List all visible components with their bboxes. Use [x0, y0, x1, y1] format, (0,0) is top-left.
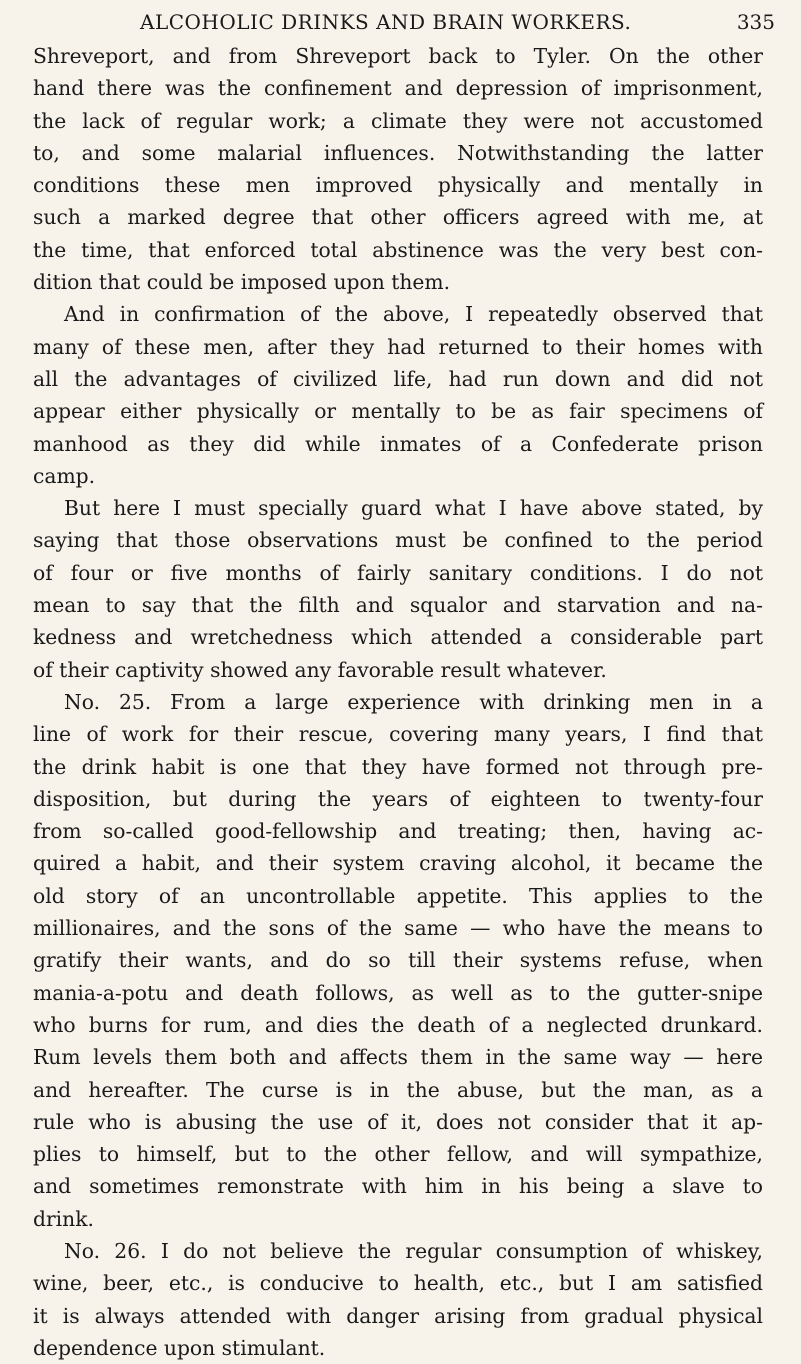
text-line: But here I must specially guard what I have above stated, by — [64, 496, 763, 521]
text-line: gratify their wants, and do so till their systems refuse, when — [33, 948, 763, 973]
text-line: old story of an uncontrollable appetite. This applies to the — [33, 883, 763, 908]
text-line: No. 26. I do not believe the regular consumption of whiskey, — [64, 1238, 763, 1263]
text-line: mean to say that the filth and squalor and starvation and na- — [33, 593, 763, 618]
text-line: And in confirmation of the above, I repeatedly observed that — [64, 302, 763, 327]
text-line: appear either physically or mentally to be as fair specimens of — [33, 399, 763, 424]
text-line: many of these men, after they had returned to their homes with — [33, 334, 763, 359]
text-line: of four or five months of fairly sanitary conditions. I do not — [33, 560, 763, 585]
text-line: kedness and wretchedness which attended a considerable part — [33, 625, 763, 650]
text-line: No. 25. From a large experience with drinking men in a — [64, 689, 763, 714]
text-line: wine, beer, etc., is conducive to health, etc., but I am satisfied — [33, 1271, 763, 1296]
text-line: camp. — [33, 463, 96, 488]
running-title: ALCOHOLIC DRINKS AND BRAIN WORKERS. — [140, 10, 632, 34]
page-number: 335 — [736, 10, 775, 34]
text-line: such a marked degree that other officers agreed with me, at — [33, 205, 763, 230]
text-line: dition that could be imposed upon them. — [33, 270, 451, 295]
text-line: saying that those observations must be confined to the period — [33, 528, 763, 553]
text-line: line of work for their rescue, covering many years, I find that — [33, 722, 763, 747]
text-line: dependence upon stimulant. — [33, 1335, 326, 1360]
text-line: Shreveport, and from Shreveport back to Tyler. On the other — [33, 44, 763, 68]
text-line: quired a habit, and their system craving alcohol, it became the — [33, 851, 763, 876]
text-line: hand there was the confinement and depression of imprisonment, — [33, 76, 763, 101]
text-line: and hereafter. The curse is in the abuse, but the man, as a — [33, 1077, 763, 1102]
text-line: it is always attended with danger arising from gradual physical — [33, 1303, 763, 1328]
text-line: who burns for rum, and dies the death of a neglected drunkard. — [33, 1012, 763, 1037]
text-line: all the advantages of civilized life, had run down and did not — [33, 366, 763, 391]
text-line: conditions these men improved physically and mentally in — [33, 173, 763, 198]
text-line: manhood as they did while inmates of a Confederate prison — [33, 431, 763, 456]
text-line: mania-a-potu and death follows, as well as to the gutter-snipe — [33, 980, 763, 1005]
text-line: to, and some malarial influences. Notwithstanding the latter — [33, 140, 763, 165]
text-line: from so-called good-fellowship and treating; then, having ac- — [33, 819, 763, 844]
text-line: plies to himself, but to the other fellow, and will sympathize, — [33, 1142, 763, 1167]
text-line: the lack of regular work; a climate they were not accustomed — [33, 108, 763, 133]
text-line: rule who is abusing the use of it, does not consider that it ap- — [33, 1109, 763, 1134]
body-text — [33, 40, 763, 1364]
text-line: the time, that enforced total abstinence was the very best con- — [33, 237, 763, 262]
text-line: of their captivity showed any favorable result whatever. — [33, 657, 607, 682]
running-head — [40, 8, 781, 40]
text-line: millionaires, and the sons of the same — who have the means to — [33, 916, 763, 941]
text-line: the drink habit is one that they have formed not through pre- — [33, 754, 763, 779]
text-line: disposition, but during the years of eighteen to twenty-four — [33, 786, 763, 811]
text-line: and sometimes remonstrate with him in his being a slave to — [33, 1174, 763, 1199]
text-line: Rum levels them both and affects them in the same way — here — [33, 1045, 763, 1070]
text-line: drink. — [33, 1206, 94, 1231]
